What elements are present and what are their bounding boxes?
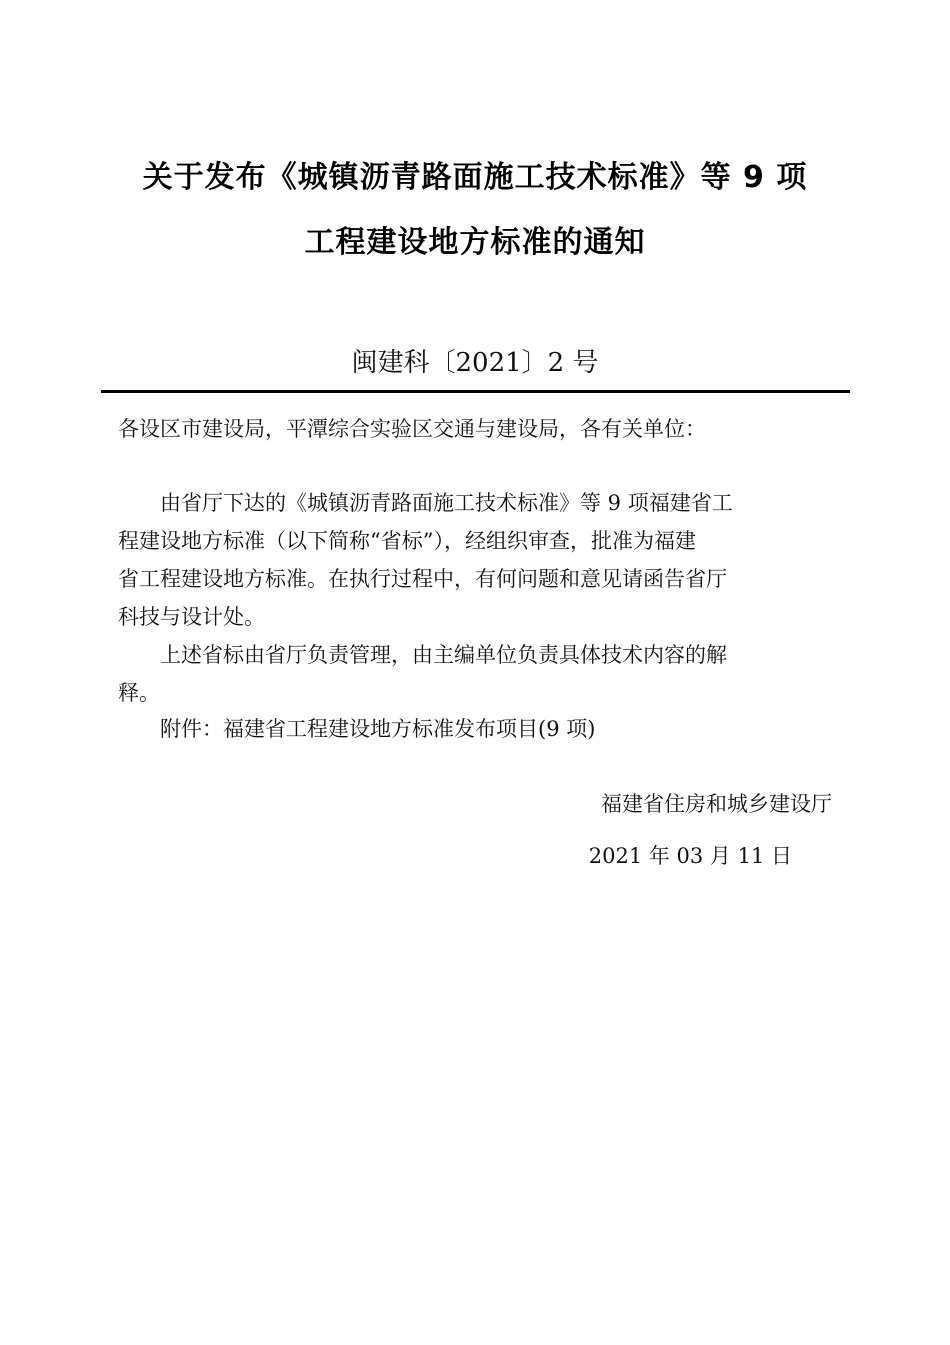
- paragraph-1-line: 由省厅下达的《城镇沥青路面施工技术标准》等 9 项福建省工: [160, 491, 733, 515]
- separator-rule: [101, 390, 850, 393]
- paragraph-2-line: 释。: [118, 681, 160, 705]
- paragraph-2: [118, 636, 838, 712]
- paragraph-1: [118, 484, 838, 636]
- issue-date: 2021 年 03 月 11 日: [588, 844, 792, 868]
- paragraph-2-line: 上述省标由省厅负责管理，由主编单位负责具体技术内容的解: [160, 643, 727, 667]
- attachment-line: [118, 710, 838, 748]
- paragraph-1-line: 科技与设计处。: [118, 605, 265, 629]
- signing-authority: 福建省住房和城乡建设厅: [601, 792, 832, 816]
- document-number: 闽建科〔2021〕2 号: [351, 348, 599, 378]
- paragraph-1-line: 程建设地方标准（以下简称“省标”），经组织审查，批准为福建: [118, 529, 696, 553]
- paragraph-1-line: 省工程建设地方标准。在执行过程中，有何问题和意见请函告省厅: [118, 567, 727, 591]
- title-line-1: 关于发布《城镇沥青路面施工技术标准》等 9 项: [142, 160, 808, 195]
- addressee: 各设区市建设局，平潭综合实验区交通与建设局，各有关单位：: [118, 417, 706, 441]
- attachment-text: 附件：福建省工程建设地方标准发布项目(9 项): [160, 717, 596, 741]
- title-line-2: 工程建设地方标准的通知: [304, 225, 646, 260]
